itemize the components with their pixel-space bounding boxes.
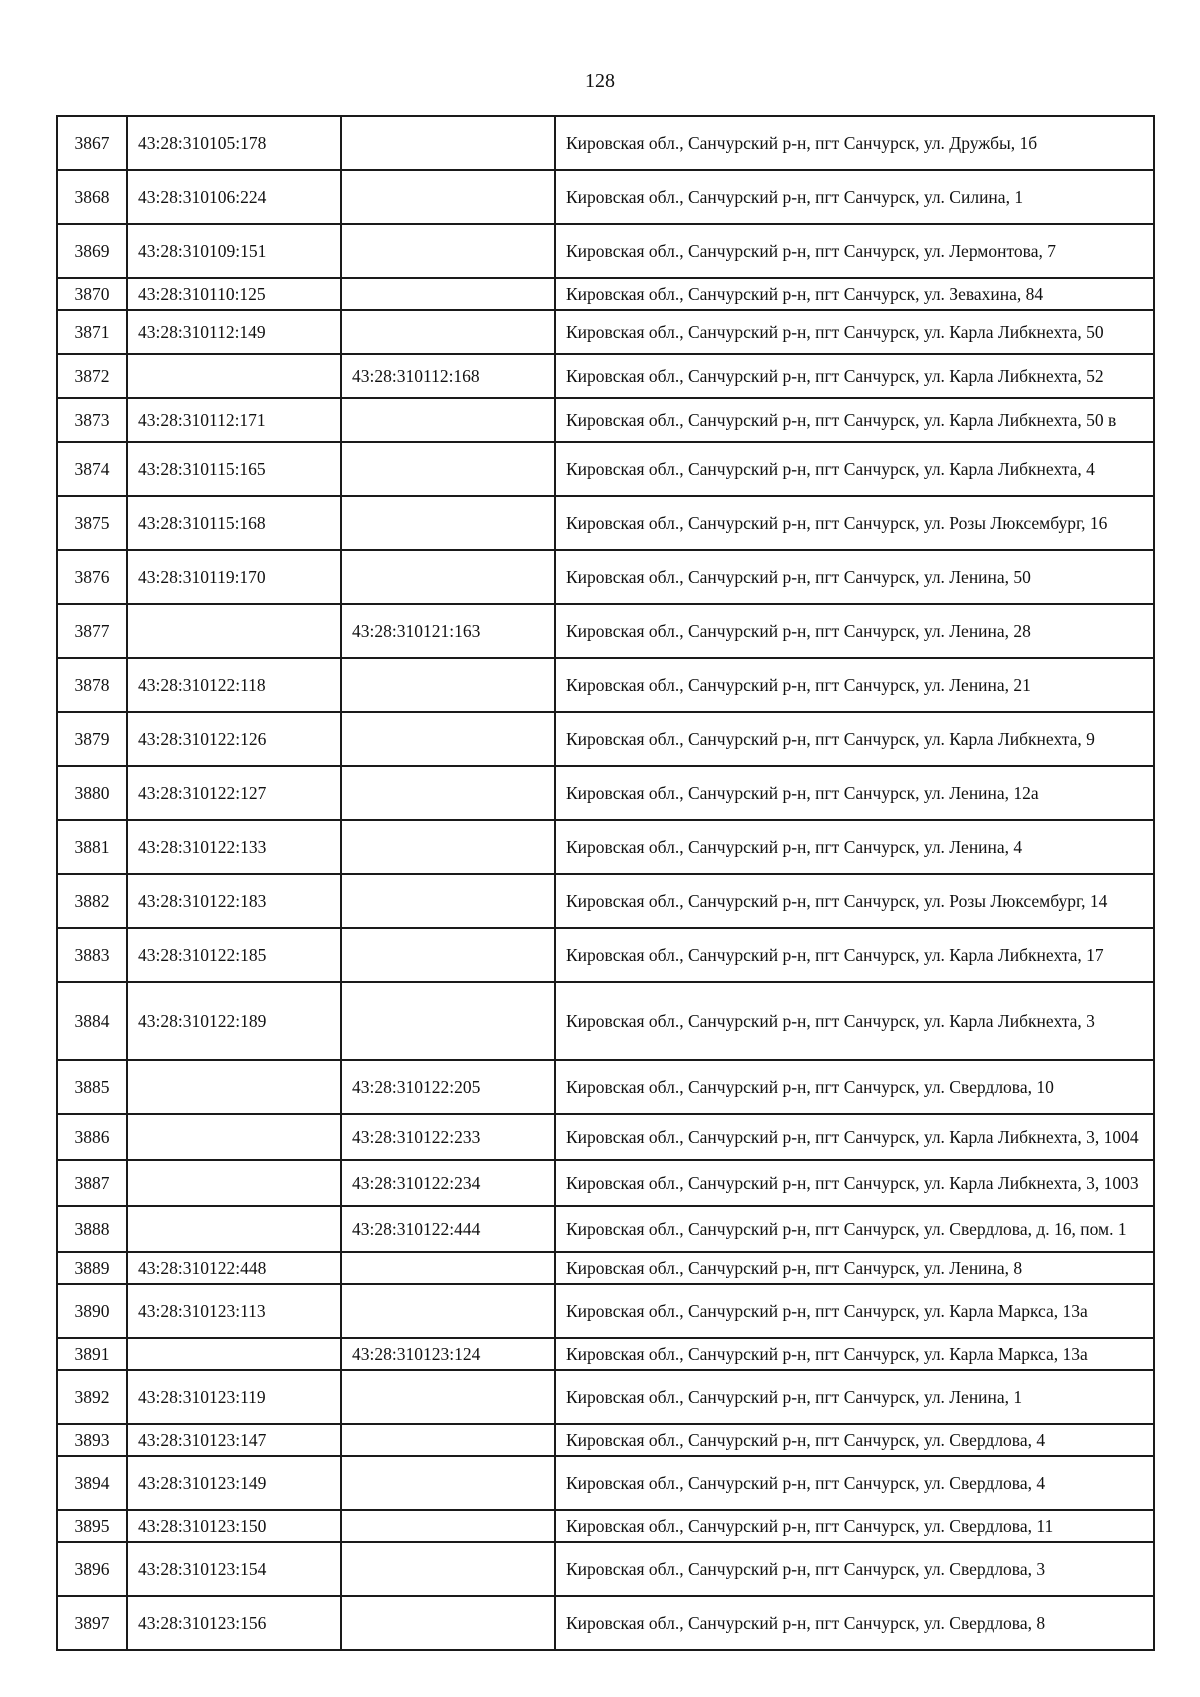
table-row — [57, 874, 1154, 928]
table-row — [57, 1114, 1154, 1160]
land-cadastral-number: 43:28:310112:171 — [127, 398, 341, 442]
row-address: Кировская обл., Санчурский р-н, пгт Санчурск, ул. Карла Либкнехта, 50 в — [555, 398, 1154, 442]
row-address: Кировская обл., Санчурский р-н, пгт Санчурск, ул. Карла Либкнехта, 3 — [555, 982, 1154, 1060]
table-row — [57, 278, 1154, 310]
table-row — [57, 820, 1154, 874]
land-cadastral-number: 43:28:310122:127 — [127, 766, 341, 820]
building-cadastral-number — [341, 1284, 555, 1338]
row-address: Кировская обл., Санчурский р-н, пгт Санчурск, ул. Дружбы, 1б — [555, 116, 1154, 170]
row-address: Кировская обл., Санчурский р-н, пгт Санчурск, ул. Карла Либкнехта, 50 — [555, 310, 1154, 354]
table-row — [57, 712, 1154, 766]
building-cadastral-number — [341, 874, 555, 928]
row-address: Кировская обл., Санчурский р-н, пгт Санчурск, ул. Ленина, 4 — [555, 820, 1154, 874]
registry-table-body — [57, 116, 1154, 1650]
land-cadastral-number: 43:28:310122:118 — [127, 658, 341, 712]
row-address: Кировская обл., Санчурский р-н, пгт Санчурск, ул. Свердлова, 11 — [555, 1510, 1154, 1542]
building-cadastral-number — [341, 116, 555, 170]
row-number: 3872 — [57, 354, 127, 398]
table-row — [57, 442, 1154, 496]
row-address: Кировская обл., Санчурский р-н, пгт Санчурск, ул. Карла Либкнехта, 17 — [555, 928, 1154, 982]
row-address: Кировская обл., Санчурский р-н, пгт Санчурск, ул. Свердлова, 10 — [555, 1060, 1154, 1114]
row-number: 3897 — [57, 1596, 127, 1650]
land-cadastral-number: 43:28:310122:448 — [127, 1252, 341, 1284]
row-address: Кировская обл., Санчурский р-н, пгт Санчурск, ул. Ленина, 12а — [555, 766, 1154, 820]
land-cadastral-number: 43:28:310105:178 — [127, 116, 341, 170]
land-cadastral-number — [127, 1206, 341, 1252]
row-address: Кировская обл., Санчурский р-н, пгт Санчурск, ул. Свердлова, д. 16, пом. 1 — [555, 1206, 1154, 1252]
building-cadastral-number — [341, 1370, 555, 1424]
land-cadastral-number: 43:28:310122:126 — [127, 712, 341, 766]
row-number: 3880 — [57, 766, 127, 820]
building-cadastral-number: 43:28:310121:163 — [341, 604, 555, 658]
land-cadastral-number: 43:28:310110:125 — [127, 278, 341, 310]
table-row — [57, 1206, 1154, 1252]
row-address: Кировская обл., Санчурский р-н, пгт Санчурск, ул. Розы Люксембург, 16 — [555, 496, 1154, 550]
row-number: 3870 — [57, 278, 127, 310]
row-address: Кировская обл., Санчурский р-н, пгт Санчурск, ул. Ленина, 21 — [555, 658, 1154, 712]
row-address: Кировская обл., Санчурский р-н, пгт Санчурск, ул. Розы Люксембург, 14 — [555, 874, 1154, 928]
page-number: 128 — [585, 70, 615, 92]
row-address: Кировская обл., Санчурский р-н, пгт Санчурск, ул. Карла Либкнехта, 9 — [555, 712, 1154, 766]
land-cadastral-number: 43:28:310123:119 — [127, 1370, 341, 1424]
row-number: 3896 — [57, 1542, 127, 1596]
building-cadastral-number — [341, 442, 555, 496]
building-cadastral-number: 43:28:310122:233 — [341, 1114, 555, 1160]
land-cadastral-number: 43:28:310122:133 — [127, 820, 341, 874]
row-number: 3895 — [57, 1510, 127, 1542]
row-number: 3893 — [57, 1424, 127, 1456]
building-cadastral-number — [341, 1456, 555, 1510]
land-cadastral-number — [127, 1114, 341, 1160]
building-cadastral-number: 43:28:310122:444 — [341, 1206, 555, 1252]
row-address: Кировская обл., Санчурский р-н, пгт Санчурск, ул. Ленина, 1 — [555, 1370, 1154, 1424]
row-address: Кировская обл., Санчурский р-н, пгт Санчурск, ул. Ленина, 50 — [555, 550, 1154, 604]
row-address: Кировская обл., Санчурский р-н, пгт Санчурск, ул. Силина, 1 — [555, 170, 1154, 224]
building-cadastral-number — [341, 982, 555, 1060]
land-cadastral-number: 43:28:310115:165 — [127, 442, 341, 496]
row-number: 3888 — [57, 1206, 127, 1252]
land-cadastral-number: 43:28:310106:224 — [127, 170, 341, 224]
table-row — [57, 1284, 1154, 1338]
row-address: Кировская обл., Санчурский р-н, пгт Санчурск, ул. Свердлова, 4 — [555, 1424, 1154, 1456]
land-cadastral-number — [127, 1338, 341, 1370]
row-address: Кировская обл., Санчурский р-н, пгт Санчурск, ул. Свердлова, 8 — [555, 1596, 1154, 1650]
table-row — [57, 170, 1154, 224]
table-row — [57, 1424, 1154, 1456]
row-address: Кировская обл., Санчурский р-н, пгт Санчурск, ул. Ленина, 8 — [555, 1252, 1154, 1284]
table-row — [57, 1338, 1154, 1370]
row-number: 3868 — [57, 170, 127, 224]
building-cadastral-number — [341, 820, 555, 874]
row-address: Кировская обл., Санчурский р-н, пгт Санчурск, ул. Зевахина, 84 — [555, 278, 1154, 310]
building-cadastral-number — [341, 310, 555, 354]
table-row — [57, 1510, 1154, 1542]
building-cadastral-number — [341, 1424, 555, 1456]
row-address: Кировская обл., Санчурский р-н, пгт Санчурск, ул. Карла Либкнехта, 52 — [555, 354, 1154, 398]
registry-table — [56, 115, 1155, 1651]
row-number: 3877 — [57, 604, 127, 658]
building-cadastral-number — [341, 1252, 555, 1284]
row-number: 3891 — [57, 1338, 127, 1370]
table-row — [57, 982, 1154, 1060]
building-cadastral-number — [341, 712, 555, 766]
row-address: Кировская обл., Санчурский р-н, пгт Санчурск, ул. Свердлова, 4 — [555, 1456, 1154, 1510]
table-row — [57, 496, 1154, 550]
building-cadastral-number — [341, 766, 555, 820]
row-number: 3878 — [57, 658, 127, 712]
land-cadastral-number: 43:28:310115:168 — [127, 496, 341, 550]
land-cadastral-number: 43:28:310122:189 — [127, 982, 341, 1060]
row-number: 3894 — [57, 1456, 127, 1510]
row-number: 3892 — [57, 1370, 127, 1424]
row-number: 3882 — [57, 874, 127, 928]
row-number: 3884 — [57, 982, 127, 1060]
land-cadastral-number — [127, 1060, 341, 1114]
table-row — [57, 310, 1154, 354]
table-row — [57, 766, 1154, 820]
building-cadastral-number: 43:28:310123:124 — [341, 1338, 555, 1370]
building-cadastral-number — [341, 1596, 555, 1650]
building-cadastral-number — [341, 278, 555, 310]
land-cadastral-number: 43:28:310123:154 — [127, 1542, 341, 1596]
land-cadastral-number: 43:28:310112:149 — [127, 310, 341, 354]
table-row — [57, 1370, 1154, 1424]
land-cadastral-number: 43:28:310123:147 — [127, 1424, 341, 1456]
row-address: Кировская обл., Санчурский р-н, пгт Санчурск, ул. Лермонтова, 7 — [555, 224, 1154, 278]
row-address: Кировская обл., Санчурский р-н, пгт Санчурск, ул. Ленина, 28 — [555, 604, 1154, 658]
table-row — [57, 1456, 1154, 1510]
row-number: 3881 — [57, 820, 127, 874]
row-number: 3869 — [57, 224, 127, 278]
land-cadastral-number: 43:28:310123:156 — [127, 1596, 341, 1650]
building-cadastral-number: 43:28:310112:168 — [341, 354, 555, 398]
row-number: 3874 — [57, 442, 127, 496]
row-number: 3876 — [57, 550, 127, 604]
building-cadastral-number — [341, 658, 555, 712]
table-row — [57, 928, 1154, 982]
building-cadastral-number — [341, 496, 555, 550]
row-address: Кировская обл., Санчурский р-н, пгт Санчурск, ул. Карла Либкнехта, 4 — [555, 442, 1154, 496]
row-number: 3867 — [57, 116, 127, 170]
land-cadastral-number: 43:28:310109:151 — [127, 224, 341, 278]
row-number: 3875 — [57, 496, 127, 550]
table-row — [57, 398, 1154, 442]
row-address: Кировская обл., Санчурский р-н, пгт Санчурск, ул. Карла Либкнехта, 3, 1004 — [555, 1114, 1154, 1160]
table-row — [57, 1542, 1154, 1596]
building-cadastral-number — [341, 224, 555, 278]
land-cadastral-number: 43:28:310119:170 — [127, 550, 341, 604]
table-row — [57, 550, 1154, 604]
table-row — [57, 658, 1154, 712]
land-cadastral-number — [127, 604, 341, 658]
table-row — [57, 116, 1154, 170]
row-number: 3879 — [57, 712, 127, 766]
table-row — [57, 224, 1154, 278]
land-cadastral-number — [127, 1160, 341, 1206]
building-cadastral-number: 43:28:310122:205 — [341, 1060, 555, 1114]
table-row — [57, 604, 1154, 658]
land-cadastral-number: 43:28:310122:183 — [127, 874, 341, 928]
table-row — [57, 354, 1154, 398]
row-number: 3885 — [57, 1060, 127, 1114]
row-address: Кировская обл., Санчурский р-н, пгт Санчурск, ул. Карла Маркса, 13а — [555, 1284, 1154, 1338]
building-cadastral-number: 43:28:310122:234 — [341, 1160, 555, 1206]
land-cadastral-number: 43:28:310123:150 — [127, 1510, 341, 1542]
row-number: 3887 — [57, 1160, 127, 1206]
table-row — [57, 1596, 1154, 1650]
table-row — [57, 1160, 1154, 1206]
row-number: 3871 — [57, 310, 127, 354]
land-cadastral-number: 43:28:310123:149 — [127, 1456, 341, 1510]
row-number: 3883 — [57, 928, 127, 982]
row-number: 3873 — [57, 398, 127, 442]
building-cadastral-number — [341, 1542, 555, 1596]
building-cadastral-number — [341, 550, 555, 604]
building-cadastral-number — [341, 1510, 555, 1542]
land-cadastral-number — [127, 354, 341, 398]
row-number: 3890 — [57, 1284, 127, 1338]
building-cadastral-number — [341, 928, 555, 982]
building-cadastral-number — [341, 398, 555, 442]
row-number: 3889 — [57, 1252, 127, 1284]
row-address: Кировская обл., Санчурский р-н, пгт Санчурск, ул. Свердлова, 3 — [555, 1542, 1154, 1596]
row-address: Кировская обл., Санчурский р-н, пгт Санчурск, ул. Карла Либкнехта, 3, 1003 — [555, 1160, 1154, 1206]
row-address: Кировская обл., Санчурский р-н, пгт Санчурск, ул. Карла Маркса, 13а — [555, 1338, 1154, 1370]
land-cadastral-number: 43:28:310123:113 — [127, 1284, 341, 1338]
land-cadastral-number: 43:28:310122:185 — [127, 928, 341, 982]
building-cadastral-number — [341, 170, 555, 224]
row-number: 3886 — [57, 1114, 127, 1160]
table-row — [57, 1060, 1154, 1114]
table-row — [57, 1252, 1154, 1284]
